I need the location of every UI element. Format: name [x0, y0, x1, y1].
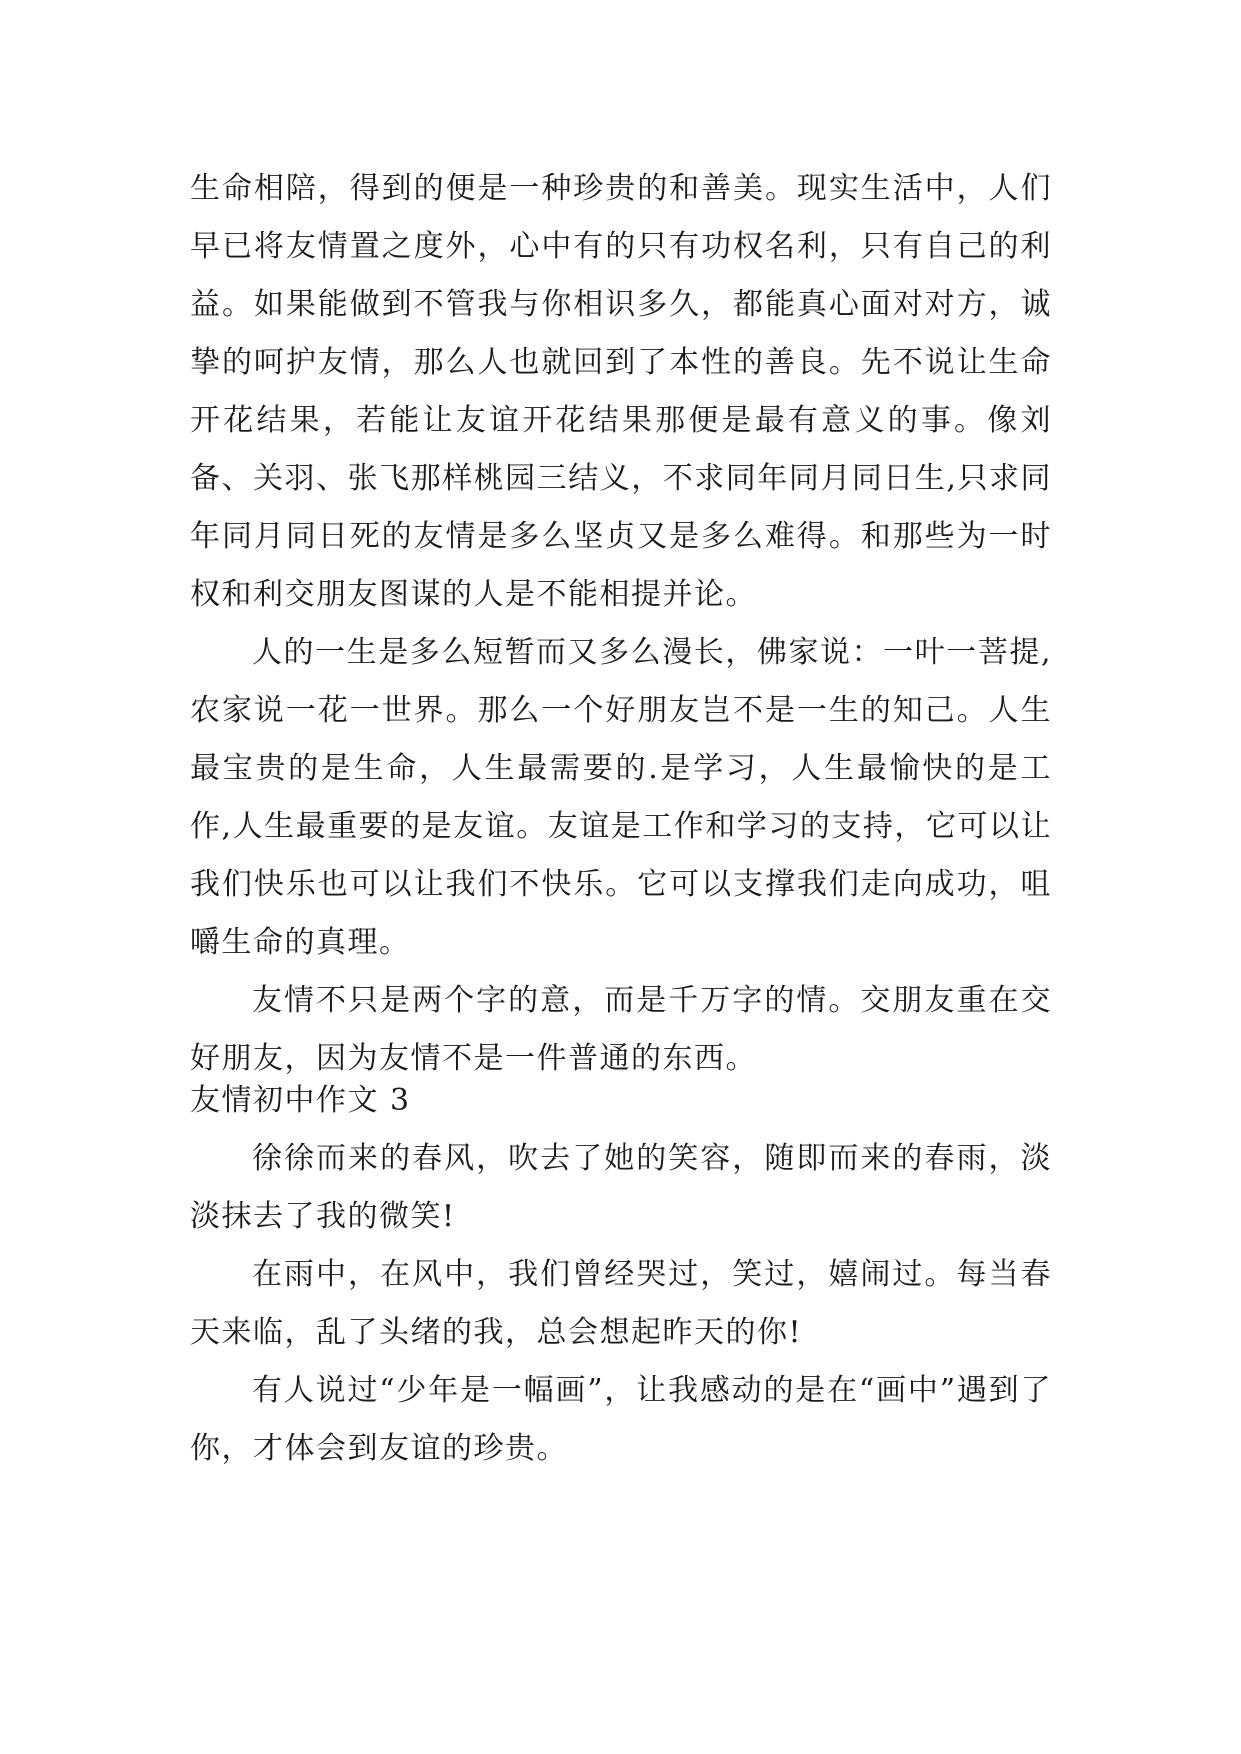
- essay-body-bottom: [190, 1130, 1052, 1478]
- paragraph: 人的一生是多么短暂而又多么漫长，佛家说：一叶一菩提,农家说一花一世界。那么一个好朋友岂不是一生的知己。人生最宝贵的是生命，人生最需要的.是学习，人生最愉快的是工作,人生最重要的是友谊。友谊是工作和学习的支持，它可以让我们快乐也可以让我们不快乐。它可以支撑我们走向成功，咀嚼生命的真理。: [190, 635, 1052, 960]
- paragraph: 在雨中，在风中，我们曾经哭过，笑过，嬉闹过。每当春天来临，乱了头绪的我，总会想起昨天的你!: [190, 1257, 1052, 1350]
- essay-body-top: [190, 160, 1052, 1088]
- section-title: 友情初中作文 3: [190, 1083, 411, 1118]
- paragraph: 徐徐而来的春风，吹去了她的笑容，随即而来的春雨，淡淡抹去了我的微笑!: [190, 1141, 1052, 1234]
- paragraph: 友情不只是两个字的意，而是千万字的情。交朋友重在交好朋友，因为友情不是一件普通的东西。: [190, 983, 1052, 1076]
- paragraph-continuation: 生命相陪，得到的便是一种珍贵的和善美。现实生活中，人们早已将友情置之度外，心中有的只有功权名利，只有自己的利益。如果能做到不管我与你相识多久，都能真心面对对方，诚挚的呵护友情，那么人也就回到了本性的善良。先不说让生命开花结果，若能让友谊开花结果那便是最有意义的事。像刘备、关羽、张飞那样桃园三结义，不求同年同月同日生,只求同年同月同日死的友情是多么坚贞又是多么难得。和那些为一时权和利交朋友图谋的人是不能相提并论。: [190, 171, 1052, 612]
- paragraph: 有人说过“少年是一幅画”，让我感动的是在“画中”遇到了你，才体会到友谊的珍贵。: [190, 1373, 1052, 1466]
